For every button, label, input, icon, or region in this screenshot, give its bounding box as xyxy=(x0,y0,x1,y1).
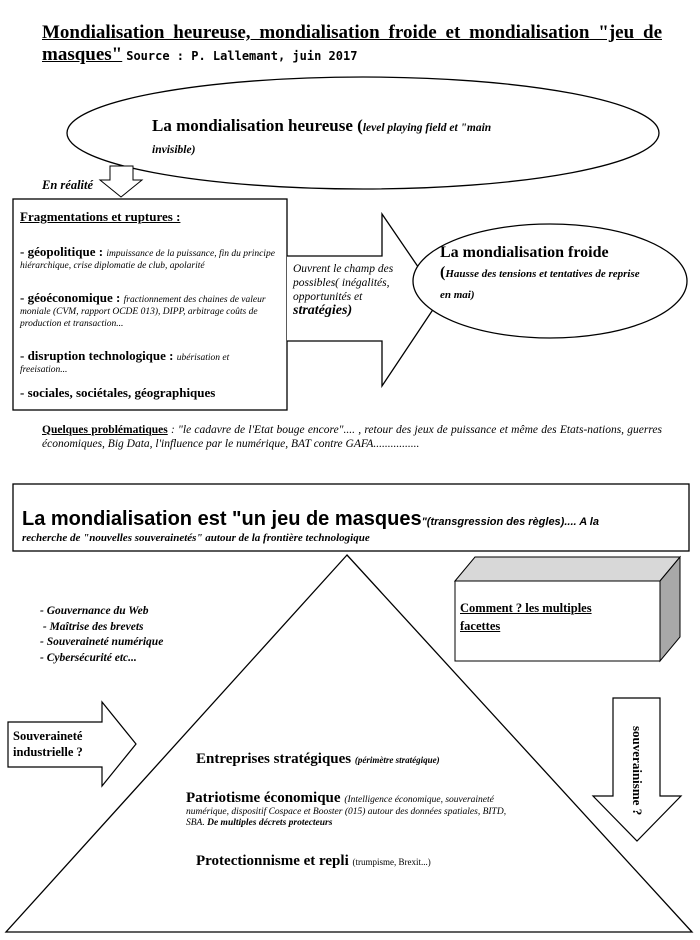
masks-title-text: La mondialisation est "un jeu de masques xyxy=(22,508,422,530)
patriotisme-sub: (Intelligence économique, souveraineté numérique, dispositif Cospace et Booster (015) autour des données spatiales, BITD, SBA. xyxy=(186,795,507,828)
fragment-sub: ubérisation et freeisation... xyxy=(20,353,230,375)
souverainisme-text: souverainisme ? xyxy=(630,726,645,816)
facettes-label: Comment ? les multiples facettes xyxy=(460,601,592,633)
fragment-item xyxy=(20,350,275,376)
fragments-title: Fragmentations et ruptures : xyxy=(20,209,181,224)
cold-text xyxy=(440,243,645,305)
masks-sub: recherche de "nouvelles souverainetés" autour de la frontière technologique xyxy=(22,532,370,544)
happy-sub: level playing field et "main invisible) xyxy=(152,122,492,156)
happy-head: La mondialisation heureuse ( xyxy=(152,116,363,135)
list xyxy=(40,604,163,666)
title-text: Mondialisation heureuse, mondialisation froide et mondialisation "jeu de masques" xyxy=(42,22,662,65)
list-item: - Gouvernance du Web xyxy=(40,605,149,617)
masks-paren: "(transgression des règles).... A la xyxy=(421,516,599,528)
fragment-item xyxy=(20,292,275,330)
masks-title xyxy=(22,508,599,531)
protectionnisme xyxy=(196,853,431,873)
souverainete-industrielle: Souveraineté industrielle ? xyxy=(13,729,83,759)
list-item: - Maîtrise des brevets xyxy=(40,620,144,633)
fragment-item xyxy=(20,246,275,272)
list-item: - Souveraineté numérique xyxy=(40,636,164,648)
fragment-sub: impuissance de la puissance, fin du principe hiérarchique, crise diplomatie de club, apolarité xyxy=(20,249,275,271)
problematiques xyxy=(42,423,662,451)
fragment-head: - géoéconomique : xyxy=(20,290,124,305)
fragment-last: - sociales, sociétales, géographiques xyxy=(20,385,216,400)
arrow-big: stratégies) xyxy=(293,303,353,318)
entreprises-sub: (périmètre stratégique) xyxy=(354,755,440,765)
facettes-box xyxy=(455,557,680,581)
problematiques-label: Quelques problématiques xyxy=(42,424,168,436)
cold-head: La mondialisation froide ( xyxy=(440,244,609,281)
happy-text xyxy=(152,116,522,160)
fragment-sub: fractionnement des chaines de valeur moniale (CVM, rapport OCDE 013), DIPP, arbitrage coûts de production et transaction... xyxy=(20,295,266,329)
patriotisme-strong: De multiples décrets protecteurs xyxy=(207,818,333,828)
arrow-label: Ouvrent le champ des possibles( inégalités, opportunités et xyxy=(293,263,394,303)
arrow-text xyxy=(293,262,399,318)
entreprises xyxy=(196,751,440,768)
fragment-head: - géopolitique : xyxy=(20,244,107,259)
patriotisme-head: Patriotisme économique xyxy=(186,790,345,806)
page-title xyxy=(42,22,662,67)
entreprises-head: Entreprises stratégiques xyxy=(196,751,355,767)
reality-label: En réalité xyxy=(42,178,94,192)
patriotisme xyxy=(186,790,516,830)
cold-sub: Hausse des tensions et tentatives de reprise en mai) xyxy=(440,268,640,301)
down-arrow xyxy=(100,166,142,197)
souverainisme-label xyxy=(627,726,645,836)
list-item: - Cybersécurité etc... xyxy=(40,651,137,664)
fragment-head: - disruption technologique : xyxy=(20,348,177,363)
title-source: Source : P. Lallemant, juin 2017 xyxy=(126,49,358,63)
protectionnisme-head: Protectionnisme et repli xyxy=(196,853,353,869)
protectionnisme-sub: (trumpisme, Brexit...) xyxy=(352,857,431,867)
problematiques-text: : "le cadavre de l'Etat bouge encore".... , retour des jeux de puissance et même des Etats-nations, guerres économiques, Big Data, l'influence par le numérique, BAT contre GAFA................ xyxy=(42,424,662,450)
